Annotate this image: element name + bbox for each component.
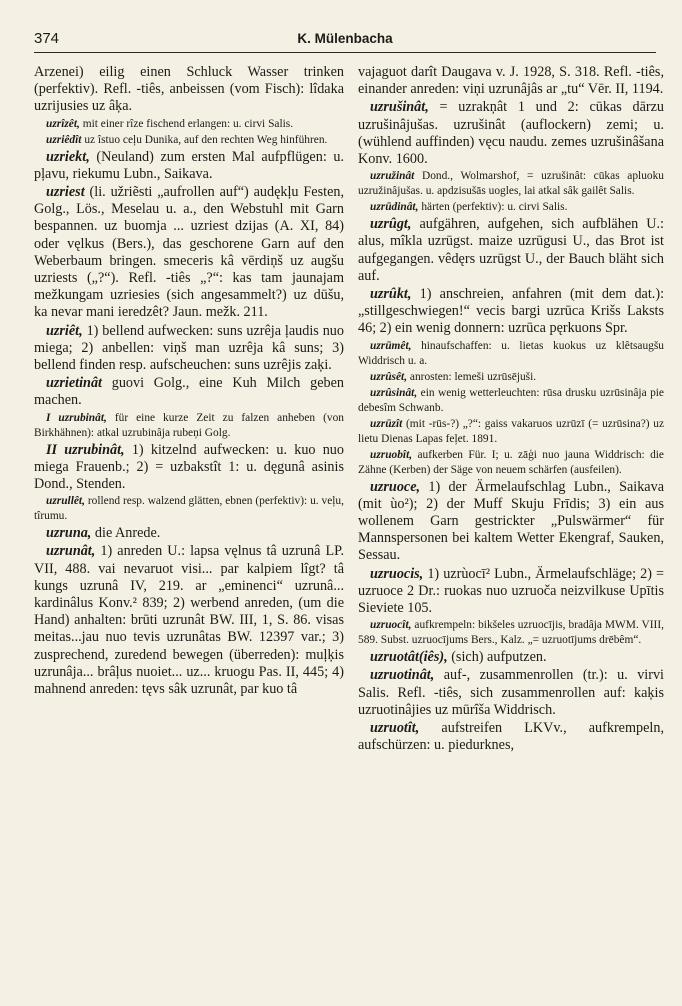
dictionary-entry: [34, 442, 344, 494]
entry-headword: uzriêt,: [46, 322, 83, 339]
entry-body: (mit -rūs-?) „?“: gaiss vakaruos uzrūzī (= uzrūsina?) uz lietu Dienas Lapas feļet. 1891.: [358, 417, 664, 445]
entry-headword: uzruotît,: [370, 720, 420, 737]
entry-headword: uzruotât(iês),: [370, 649, 448, 666]
entry-body: ein wenig wetterleuchten: rūsa drusku uzrūsinâja pie debesîm Schwanb.: [358, 386, 664, 414]
running-title: K. Mülenbacha: [297, 31, 393, 46]
entry-headword: uzrūdinât,: [370, 201, 419, 214]
entry-headword: uzriêdît: [46, 133, 82, 146]
right-column: [358, 64, 664, 755]
page-header: [34, 30, 656, 53]
dictionary-entry: [358, 618, 664, 648]
entry-body: aufstreifen LKVv., aufkrempeln, aufschürzen: u. piedurknes,: [358, 720, 664, 754]
entry-headword: uzruocît,: [370, 619, 412, 632]
dictionary-entry: [358, 370, 664, 385]
dictionary-entry: [358, 286, 664, 338]
dictionary-entry: [358, 417, 664, 447]
entry-headword: II uzrubinât,: [46, 441, 125, 458]
entry-body: die Anrede.: [94, 525, 161, 542]
entry-body: aufkrempeln: bikšeles uzruocījis, bradâja MWM. VIII, 589. Subst. uzruocījums Bers., Kalz. „= uzruotījums drēbêm“.: [358, 619, 664, 647]
entry-headword: uzruna,: [46, 525, 92, 542]
entry-body: (Neuland) zum ersten Mal aufpflügen: u. pļavu, riekumu Lubn., Saikava.: [34, 148, 344, 182]
entry-body: = uzrakņât 1 und 2: cūkas dārzu uzrušinâjušas. uzrušinât (auflockern) zemi; u. (wühlend auffinden) vęcu naudu. zemes uzrušinâšana Konv. 1600.: [358, 99, 665, 168]
dictionary-entry: [358, 667, 664, 719]
dictionary-entry: [34, 117, 344, 132]
entry-headword: uzrunât,: [46, 543, 96, 560]
entry-headword: uzrûkt,: [370, 286, 412, 303]
entry-body: für eine kurze Zeit zu falzen anheben (von Birkhähnen): atkal uzrubinâja rubeņi Golg.: [34, 411, 344, 439]
entry-headword: uzruoce,: [370, 478, 421, 495]
entry-body: mit einer rîze fischend erlangen: u. cirvi Salis.: [82, 117, 294, 130]
entry-body: 1) anreden U.: lapsa vęlnus tâ uzrunâ LP. VII, 488. vai nevaruot visi... par kalpiem lîgt? tâ kungs uzrunâ IV, 219. ar „eminenci“ uzrunâ... kardinâlus Konv.² 839; 2) werbend anreden, (um die Hand) anhalten: brūti uzrunât BW. III, 1, S. 86. visas meitas...jau nuo tevis uzrunâtas BW. 12397 var.; 3) zusprechend, zuredend bewegen (überreden): muļķis uzrunâja... brâļus nuoiet... uz... kruogu Pas. II, 445; 4) mahnend anreden: tęvs sâk uzrunât, par kuo tâ: [34, 543, 345, 698]
entry-headword: uzružinât: [370, 170, 415, 183]
dictionary-entry: [358, 339, 664, 369]
entry-headword: I uzrubinât,: [46, 411, 107, 424]
dictionary-entry: [358, 566, 664, 618]
entry-body: 1) bellend aufwecken: suns uzrêja ļaudis nuo miega; 2) anbellen: viņš man uzrêja kâ suns; 3) bellend finden resp. aufscheuchen: suns uzrêjis zaķi.: [34, 322, 344, 374]
entry-body: anrosten: lemeši uzrūsējuši.: [409, 370, 537, 383]
entry-body: (li. užriẽsti „aufrollen auf“) audękļu Festen, Golg., Lös., Meselau u. a., den Webstuhl mit Garn bespannen. uz buomja ... uzriest dzijas (A. XI, 84) oder vęlkus (Bers.), das geschorene Garn auf den Weberbaum bringen. smeceris kâ vērdiņš uz augšu uzriests („?“). Refl. -tiês „?“: kas tam jaunajam mežkungam uzriesies (sich angesammelt?) uz dūšu, ka nevar mani ieredzêt? Jaun. mežk. 211.: [34, 184, 345, 321]
entry-body: härten (perfektiv): u. cirvi Salis.: [421, 201, 568, 214]
page-number: 374: [34, 30, 60, 47]
dictionary-entry: [34, 64, 344, 116]
entry-body: Arzenei) eilig einen Schluck Wasser trinken (perfektiv). Refl. -tiês, anbeissen (vom Fisch): lîdaka uzrijusies uz âķa.: [34, 64, 344, 115]
dictionary-entry: [34, 323, 344, 375]
entry-headword: uzruotinât,: [370, 667, 435, 684]
entry-headword: uzrietinât: [46, 375, 102, 392]
entry-headword: uzrîzêt,: [46, 117, 80, 130]
dictionary-entry: [358, 386, 664, 416]
entry-body: auf-, zusammenrollen (tr.): u. virvi Salis. Refl. -tiês, sich zusammenrollen auf: kaķis uzruotinâjies uz mūrîša Widdrisch.: [358, 667, 664, 718]
entry-headword: uzruobît,: [370, 448, 413, 461]
dictionary-entry: [358, 169, 664, 199]
entry-body: hinaufschaffen: u. lietas kuokus uz klêtsaugšu Widdrisch u. a.: [358, 339, 664, 367]
entry-body: vajaguot darît Daugava v. J. 1928, S. 318. Refl. -tiês, einander anreden: viņi uzrunâjâs ar „tu“ Vēr. II, 1194.: [358, 64, 664, 98]
dictionary-entry: [358, 200, 664, 215]
dictionary-entry: [34, 525, 344, 542]
entry-body: 1) kitzelnd aufwecken: u. kuo nuo miega Frauenb.; 2) = uzbakstît 1: u. dęgunâ asinis Dond., Stenden.: [34, 441, 344, 493]
entry-body: aufgähren, aufgehen, sich aufblähen U.: alus, mîkla uzrūgst. maize uzrūgusi U., das Brot ist aufgegangen. vêdęrs uzrūgst U., der Bauch bläht sich auf.: [358, 216, 665, 284]
entry-headword: uzruocis,: [370, 565, 424, 582]
dictionary-entry: [358, 448, 664, 478]
dictionary-entry: [358, 216, 664, 285]
entry-body: guovi Golg., eine Kuh Milch geben machen.: [34, 375, 344, 409]
dictionary-entry: [34, 543, 344, 698]
entry-body: 1) anschreien, anfahren (mit dem dat.): „stillgeschwiegen!“ vecis bargi uzrūca Krišs Laksts 46; 2) ein wenig donnern: uzrūca pęrkuons Spr.: [358, 286, 665, 337]
entry-body: rollend resp. walzend glätten, ebnen (perfektiv): u. veļu, tîrumu.: [34, 495, 344, 523]
dictionary-entry: [34, 494, 344, 524]
entry-headword: uzriest: [46, 184, 85, 201]
left-column: [34, 64, 344, 699]
entry-headword: uzrūzît: [370, 417, 403, 430]
entry-body: 1) uzrùocī² Lubn., Ärmelaufschläge; 2) = uzruoce 2 Dr.: ruokas nuo uzruoča neizvilkuse Upītis Sieviete 105.: [358, 565, 664, 617]
dictionary-entry: [34, 149, 344, 183]
dictionary-entry: [34, 375, 344, 409]
entry-headword: uzrullêt,: [46, 495, 85, 508]
dictionary-entry: [358, 99, 664, 168]
dictionary-entry: [34, 133, 344, 148]
dictionary-entry: [34, 184, 344, 322]
entry-body: Dond., Wolmarshof, = uzrušinât: cūkas apluoku uzružinâjušas. u. apdzisušās uogles, lai atkal sâk gailêt Salis.: [358, 170, 664, 198]
entry-headword: uzrûsinât,: [370, 386, 418, 399]
entry-body: uz îstuo ceļu Dunika, auf den rechten Weg hinführen.: [84, 133, 328, 146]
dictionary-entry: [34, 411, 344, 441]
entry-headword: uzrûgt,: [370, 216, 412, 233]
entry-headword: uzrūmêt,: [370, 339, 412, 352]
dictionary-entry: [358, 649, 664, 666]
entry-headword: uzrušinât,: [370, 99, 429, 116]
entry-body: (sich) aufputzen.: [451, 649, 547, 666]
entry-body: 1) der Ärmelaufschlag Lubn., Saikava (mit ùo²); 2) der Muff Skuju Frīdis; 3) ein aus wollenem Garn gestrickter „Pulswärmer“ für Mannspersonen bei kaltem Wetter Ekengraf, Sauken, Sessau.: [358, 478, 664, 564]
entry-headword: uzriekt,: [46, 148, 90, 165]
entry-headword: uzrûsêt,: [370, 370, 408, 383]
dictionary-entry: [358, 64, 664, 98]
dictionary-entry: [358, 479, 664, 565]
entry-body: aufkerben Für. I; u. zāģi nuo jauna Widdrisch: die Zähne (Kerben) der Säge von neuem schärfen (ausfeilen).: [358, 448, 664, 476]
dictionary-entry: [358, 720, 664, 754]
